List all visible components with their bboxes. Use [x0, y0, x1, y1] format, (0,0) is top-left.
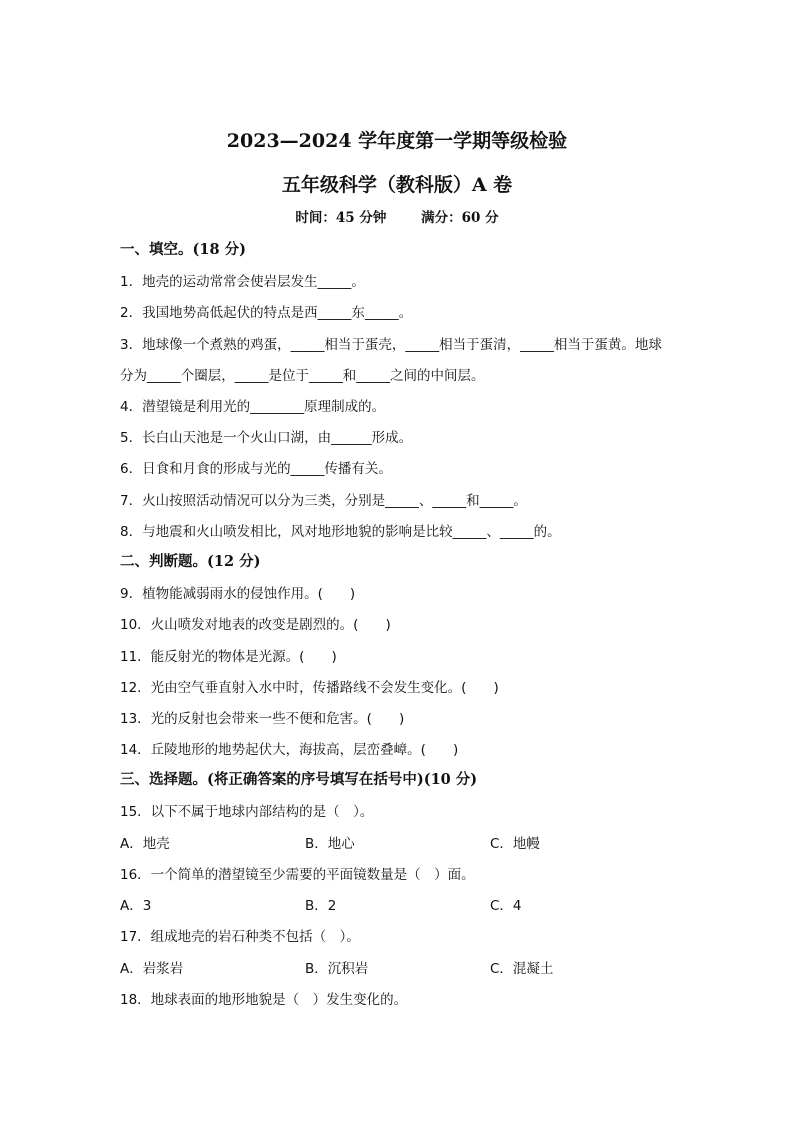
question-8: 8．与地震和火山喷发相比，风对地形地貌的影响是比较_____、_____的。 — [120, 524, 561, 540]
option-a: A．3 — [120, 898, 152, 914]
question-7: 7．火山按照活动情况可以分为三类，分别是_____、_____和_____。 — [120, 493, 527, 509]
question-6: 6．日食和月食的形成与光的_____传播有关。 — [120, 461, 392, 477]
full-score: 满分：60 分 — [421, 210, 499, 226]
question-17: 17．组成地壳的岩石种类不包括（ ）。 — [120, 929, 360, 945]
question-18: 18．地球表面的地形地貌是（ ）发生变化的。 — [120, 992, 408, 1008]
section-heading-fill-in: 一、填空。(18 分) — [120, 241, 246, 258]
question-4: 4．潜望镜是利用光的________原理制成的。 — [120, 399, 386, 415]
time-limit: 时间：45 分钟 — [295, 210, 387, 226]
question-11: 11．能反射光的物体是光源。( ) — [120, 649, 337, 665]
exam-subtitle: 五年级科学（教科版）A 卷 — [281, 174, 513, 196]
option-c: C．混凝土 — [490, 961, 554, 977]
option-a: A．岩浆岩 — [120, 961, 184, 977]
question-3-continued: 分为_____个圈层，_____是位于_____和_____之间的中间层。 — [120, 368, 485, 384]
question-1: 1．地壳的运动常常会使岩层发生_____。 — [120, 274, 365, 290]
option-c: C．4 — [490, 898, 522, 914]
question-16: 16．一个简单的潜望镜至少需要的平面镜数量是（ ）面。 — [120, 867, 475, 883]
question-9: 9．植物能减弱雨水的侵蚀作用。( ) — [120, 586, 356, 602]
option-b: B．沉积岩 — [305, 961, 369, 977]
question-14: 14．丘陵地形的地势起伏大，海拔高，层峦叠嶂。( ) — [120, 742, 459, 758]
option-a: A．地壳 — [120, 836, 170, 852]
question-2: 2．我国地势高低起伏的特点是西_____东_____。 — [120, 305, 413, 321]
exam-title: 2023—2024 学年度第一学期等级检验 — [226, 130, 568, 152]
section-heading-choice: 三、选择题。(将正确答案的序号填写在括号中)(10 分) — [120, 771, 478, 788]
question-10: 10．火山喷发对地表的改变是剧烈的。( ) — [120, 617, 391, 633]
option-c: C．地幔 — [490, 836, 540, 852]
question-12: 12．光由空气垂直射入水中时，传播路线不会发生变化。( ) — [120, 680, 499, 696]
question-3: 3．地球像一个煮熟的鸡蛋，_____相当于蛋壳，_____相当于蛋清，_____相当于蛋黄。地球 — [120, 337, 662, 353]
question-5: 5．长白山天池是一个火山口湖，由______形成。 — [120, 430, 413, 446]
exam-meta — [0, 206, 794, 226]
option-b: B．地心 — [305, 836, 355, 852]
question-15: 15．以下不属于地球内部结构的是（ ）。 — [120, 804, 374, 820]
section-heading-judge: 二、判断题。(12 分) — [120, 553, 261, 570]
option-b: B．2 — [305, 898, 337, 914]
question-13: 13．光的反射也会带来一些不便和危害。( ) — [120, 711, 405, 727]
